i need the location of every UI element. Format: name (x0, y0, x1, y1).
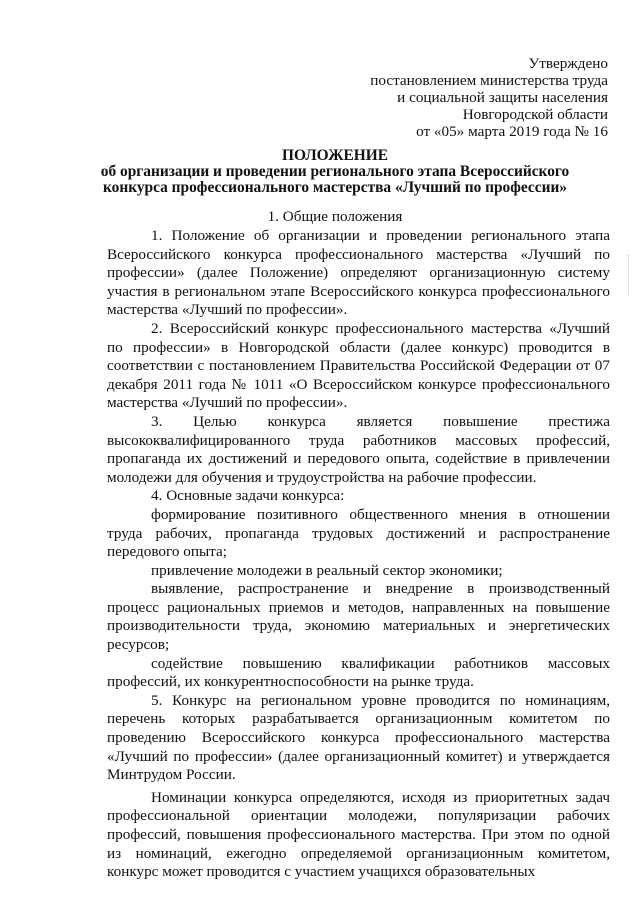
paragraph: Номинации конкурса определяются, исходя из приоритетных задач профессиональной ориентации молодежи, популяризации рабочих профессий, повышения профессионального мастерства. При этом по одной из номинаций, ежегодно определяемой организационным комитетом, конкурс может проводится с участием учащихся образовательных (107, 788, 610, 881)
approval-line: постановлением министерства труда (370, 72, 608, 89)
approval-line: Утверждено (528, 55, 608, 72)
approval-line: и социальной защиты населения (397, 89, 608, 106)
document-title (60, 148, 610, 196)
paragraph: 1. Положение об организации и проведении регионального этапа Всероссийского конкурса профессионального мастерства «Лучший по профессии» (далее Положение) определяют организационную систему участия в региональном этапе Всероссийского конкурса профессионального мастерства «Лучший по профессии». (107, 227, 610, 319)
approval-line: Новгородской области (462, 106, 608, 123)
document-body (107, 227, 610, 882)
title-main: ПОЛОЖЕНИЕ (282, 147, 388, 164)
approval-line: от «05» марта 2019 года № 16 (416, 123, 608, 140)
title-subtitle: конкурса профессионального мастерства «Лучший по профессии» (102, 179, 568, 196)
approval-stamp (370, 55, 608, 140)
paragraph: выявление, распространение и внедрение в производственный процесс рациональных приемов и методов, направленных на повышение производительности труда, экономию материальных и энергетических ресурсов; (107, 580, 610, 654)
section-heading: 1. Общие положения (267, 208, 403, 225)
paragraph: 3. Целью конкурса является повышение престижа высококвалифицированного труда работников массовых профессий, пропаганда их достижений и передового опыта, содействие в привлечении молодежи для обучения и трудоустройства на рабочие профессии. (107, 412, 610, 486)
title-subtitle: об организации и проведении регионального этапа Всероссийского (100, 163, 570, 180)
paragraph: формирование позитивного общественного мнения в отношении труда рабочих, пропаганда трудовых достижений и распространение передового опыта; (107, 505, 610, 561)
paragraph: 4. Основные задачи конкурса: (151, 487, 345, 505)
paragraph: 2. Всероссийский конкурс профессионального мастерства «Лучший по профессии» в Новгородской области (далее конкурс) проводится в соответствии с постановлением Правительства Российской Федерации от 07 декабря 2011 года № 1011 «О Всероссийском конкурсе профессионального мастерства «Лучший по профессии». (107, 319, 610, 412)
scan-margin-mark (628, 255, 633, 295)
paragraph: содействие повышению квалификации работников массовых профессий, их конкурентноспособности на рынке труда. (107, 654, 610, 691)
paragraph: привлечение молодежи в реальный сектор экономики; (151, 561, 503, 579)
paragraph: 5. Конкурс на региональном уровне проводится по номинациям, перечень которых разрабатывается организационным комитетом по проведению Всероссийского конкурса профессионального мастерства «Лучший по профессии» (далее организационный комитет) и утверждается Минтрудом России. (107, 691, 610, 784)
